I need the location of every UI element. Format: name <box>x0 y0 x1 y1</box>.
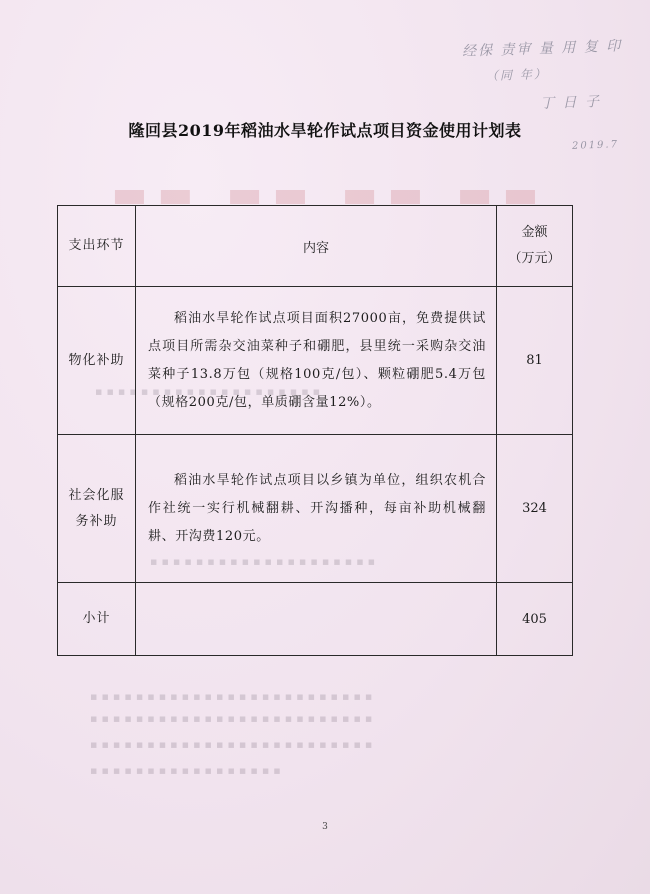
handwritten-note: 经保 责审 量 用 复 印 <box>461 38 623 60</box>
row-amount: 81 <box>497 287 573 435</box>
bleed-through-text: ▪▪▪▪▪▪▪▪▪▪▪▪▪▪▪▪▪▪▪▪▪▪▪▪▪ <box>90 690 377 703</box>
row-content <box>136 435 497 583</box>
bleed-through-text: ▪▪▪▪▪▪▪▪▪▪▪▪▪▪▪▪▪ <box>90 764 285 777</box>
row-content <box>136 583 497 656</box>
table-row <box>58 435 573 583</box>
bleed-through-text: ▪▪▪▪▪▪▪▪▪▪▪▪▪▪▪▪▪▪▪▪ <box>95 385 325 398</box>
header-amount-unit: （万元） <box>508 251 561 266</box>
row-content-text: 稻油水旱轮作试点项目以乡镇为单位，组织农机合作社统一实行机械翻耕、开沟播种，每亩补助机械翻耕、开沟费120元。 <box>148 472 486 544</box>
table-row-subtotal <box>58 583 573 656</box>
document-title: 隆回县2019年稻油水旱轮作试点项目资金使用计划表 <box>128 121 522 140</box>
fund-plan-table <box>57 205 573 656</box>
header-content: 内容 <box>136 206 497 287</box>
header-amount <box>497 206 573 287</box>
row-amount: 405 <box>497 583 573 656</box>
table-header-row <box>58 206 573 287</box>
row-stage: 社会化服务补助 <box>58 435 136 583</box>
handwritten-note: （同 年） <box>485 66 549 84</box>
bleed-through-stamp: ▬▬ ▬▬ ▬▬ ▬▬ <box>111 172 549 216</box>
header-stage: 支出环节 <box>58 206 136 287</box>
row-content-text: 稻油水旱轮作试点项目面积27000亩，免费提供试点项目所需杂交油菜种子和硼肥，县里统一采购杂交油菜种子13.8万包（规格100克/包）、颗粒硼肥5.4万包（规格200克/包，单质硼含量12%）。 <box>148 310 486 410</box>
header-amount-label: 金额 <box>521 225 548 240</box>
row-stage: 物化补助 <box>58 287 136 435</box>
page-number: 3 <box>322 822 328 832</box>
handwritten-signature: 丁 日 子 <box>539 93 602 113</box>
bleed-through-text: ▪▪▪▪▪▪▪▪▪▪▪▪▪▪▪▪▪▪▪▪ <box>150 555 380 568</box>
bleed-through-text: ▪▪▪▪▪▪▪▪▪▪▪▪▪▪▪▪▪▪▪▪▪▪▪▪▪ <box>90 738 377 751</box>
row-amount: 324 <box>497 435 573 583</box>
row-content <box>136 287 497 435</box>
handwritten-date: 2019.7 <box>571 139 620 152</box>
bleed-through-text: ▪▪▪▪▪▪▪▪▪▪▪▪▪▪▪▪▪▪▪▪▪▪▪▪▪ <box>90 712 377 725</box>
row-stage: 小计 <box>58 583 136 656</box>
table-row <box>58 287 573 435</box>
